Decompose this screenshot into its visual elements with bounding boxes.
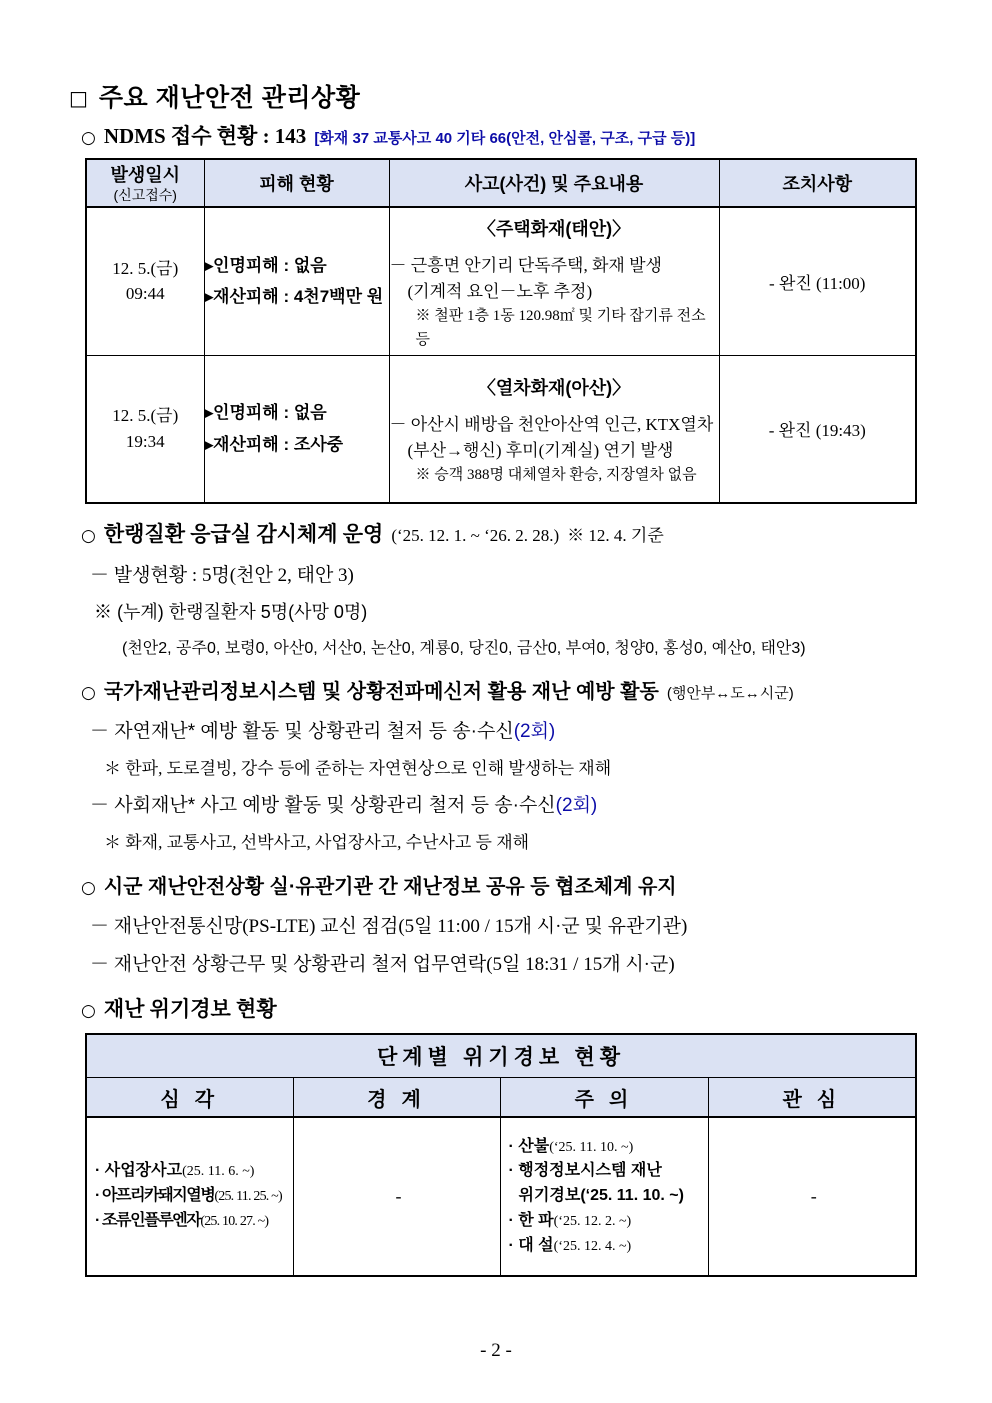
ndms-heading [81,120,932,150]
circle-bullet-icon: ○ [81,526,96,546]
caution-item-name: · 산불 [508,1137,550,1155]
caution-level-cell [500,1117,708,1276]
ndms-other-count: 66 [489,130,507,147]
list-item [509,1159,704,1184]
column-header-action: 조치사항 [719,159,916,207]
circle-bullet-icon: ○ [81,878,96,898]
column-header-datetime-sub: (신고접수) [113,187,177,203]
list-item [509,1234,704,1259]
property-damage: ▸재산피해 : 4천7백만 원 [204,287,384,307]
natural-disaster-footnote: ＊ 한파, 도로결빙, 강수 등에 준하는 자연현상으로 인해 발생하는 재해 [104,759,612,778]
incident-datetime-cell [86,355,204,503]
ndms-system-note: (행안부↔도↔시군) [666,685,794,702]
crisis-alert-heading-text: 재난 위기경보 현황 [103,997,277,1021]
circle-bullet-icon: ○ [81,128,96,148]
column-header-damage: 피해 현황 [204,159,389,207]
cold-illness-occurrence: － 발생현황 : 5명(천안 2, 태안 3) [90,565,354,586]
severe-item-date: (25. 10. 27. ~) [200,1213,269,1229]
cooperation-line-1: － 재난안전통신망(PS-LTE) 교신 점검(5일 11:00 / 15개 시·군 및 유관기관) [90,916,688,937]
cold-illness-heading-text: 한랭질환 응급실 감시체계 운영 [103,522,384,546]
circle-bullet-icon: ○ [81,683,96,703]
list-item [509,1209,704,1234]
property-damage: ▸재산피해 : 조사중 [204,434,344,454]
column-header-caution: 주 의 [500,1078,708,1118]
caution-item-name: · 한 파 [508,1211,554,1229]
incident-detail-line-2: (부산→행신) 후미(기계실) 연기 발생 [407,441,674,461]
crisis-alert-table-title: 단계별 위기경보 현황 [86,1034,916,1078]
table-row [86,355,916,503]
incident-date: 12. 5.(금) [112,406,179,426]
casualty-damage: ▸인명피해 : 없음 [204,403,327,423]
severe-level-cell [86,1117,293,1276]
crisis-alert-table [85,1033,917,1277]
crisis-alert-header-row [86,1078,916,1118]
caution-item-date: (‘25. 12. 2. ~) [553,1213,632,1229]
column-header-datetime [86,159,204,207]
severe-item-name: · 아프리카돼지열병 [95,1187,215,1205]
crisis-alert-data-row [86,1117,916,1276]
caution-item-date: (‘25. 12. 4. ~) [553,1238,632,1254]
incident-datetime-cell [86,207,204,355]
caution-item-date: (‘25. 11. 10. ~) [549,1139,634,1155]
list-item [95,1184,289,1209]
cold-illness-note: ※ 12. 4. 기준 [567,526,664,545]
page-number: - 2 - [480,1340,512,1361]
circle-bullet-icon: ○ [81,1001,96,1021]
social-disaster-count: (2회) [555,795,598,816]
incident-time: 19:34 [125,431,165,451]
ndms-other-label: 기타 [452,130,490,147]
incident-date: 12. 5.(금) [112,258,179,278]
list-item [95,1209,289,1234]
cooperation-heading [81,870,932,899]
caution-item-name: · 대 설 [508,1236,554,1254]
incident-time: 09:44 [125,284,165,304]
incident-damage-cell [204,207,389,355]
incident-action-cell: - 완진 (11:00) [719,207,916,355]
social-disaster-text: － 사회재난* 사고 예방 활동 및 상황관리 철저 등 송·수신 [90,795,556,816]
incident-title: 〈주택화재(태안)〉 [477,218,631,239]
ndms-traffic-label: 교통사고 [369,130,436,147]
severe-item-date: (25. 11. 25. ~) [214,1189,282,1205]
page-footer [0,1340,992,1362]
severe-item-date: (25. 11. 6. ~) [182,1164,255,1180]
column-header-warning: 경 계 [293,1078,500,1118]
incident-table-header-row [86,159,916,207]
caution-item-name: · 행정정보시스템 재난 [508,1162,662,1180]
cooperation-heading-text: 시군 재난안전상황 실·유관기관 간 재난정보 공유 등 협조체계 유지 [103,876,677,898]
cold-illness-period: (‘25. 12. 1. ~ ‘26. 2. 28.) [391,526,560,545]
warning-level-cell: - [293,1117,500,1276]
incident-detail-line-2: (기계적 요인－노후 추정) [407,282,593,301]
severe-item-name: · 조류인플루엔자 [95,1211,201,1229]
list-item [95,1159,289,1184]
cold-illness-heading [81,518,932,548]
natural-disaster-text: － 자연재난* 예방 활동 및 상황관리 철저 등 송·수신 [90,721,514,742]
column-header-datetime-main: 발생일시 [110,165,181,185]
ndms-breakdown-open: [화재 [314,130,353,147]
crisis-alert-heading [81,993,932,1023]
square-bullet-icon: □ [69,86,88,110]
section-title [69,78,932,114]
incident-detail-cell [389,207,719,355]
ndms-breakdown [314,127,695,148]
column-header-detail: 사고(사건) 및 주요내용 [389,159,719,207]
incident-title: 〈열차화재(아산)〉 [477,377,631,398]
ndms-traffic-count: 40 [435,130,453,147]
ndms-system-heading-text: 국가재난관리정보시스템 및 상황전파메신저 활용 재난 예방 활동 [103,681,659,703]
crisis-alert-title-row [86,1034,916,1078]
interest-level-cell: - [708,1117,916,1276]
incident-detail-line-1: － 아산시 배방읍 천안아산역 인근, KTX열차 [389,414,714,434]
incident-detail-line-1: － 근흥면 안기리 단독주택, 화재 발생 [389,255,662,275]
caution-item-name-cont: 위기경보(‘25. 11. 10. ~) [518,1187,684,1205]
ndms-other-detail: (안전, 안심콜, 구조, 구급 등)] [506,130,696,147]
casualty-damage: ▸인명피해 : 없음 [204,255,327,275]
column-header-severe: 심 각 [86,1078,293,1118]
column-header-interest: 관 심 [708,1078,916,1118]
table-row [86,207,916,355]
natural-disaster-item [90,716,932,743]
cooperation-line-2: － 재난안전 상황근무 및 상황관리 철저 업무연락(5일 18:31 / 15개 시·군) [90,954,675,975]
social-disaster-footnote: ＊ 화재, 교통사고, 선박사고, 사업장사고, 수난사고 등 재해 [104,833,530,852]
list-item [509,1135,704,1160]
severe-item-name: · 사업장사고 [95,1162,183,1180]
incident-damage-cell [204,355,389,503]
incident-detail-line-3: ※ 철판 1층 1동 120.98㎡ 및 기타 잡기류 전소 등 [415,308,706,348]
ndms-label: NDMS 접수 현황 : 143 [103,124,307,148]
cold-illness-by-region: (천안2, 공주0, 보령0, 아산0, 서산0, 논산0, 계룡0, 당진0, 금산0, 부여0, 청양0, 홍성0, 예산0, 태안3) [122,640,806,657]
incident-detail-line-3: ※ 승객 388명 대체열차 환승, 지장열차 없음 [415,467,697,484]
section-title-text: 주요 재난안전 관리상황 [98,84,361,112]
incident-table [85,158,917,504]
incident-detail-cell [389,355,719,503]
incident-action-cell: - 완진 (19:43) [719,355,916,503]
ndms-fire-count: 37 [352,130,370,147]
social-disaster-item [90,790,932,817]
natural-disaster-count: (2회) [513,721,556,742]
list-item-continued [509,1184,704,1209]
ndms-system-heading [81,675,932,704]
cold-illness-cumulative: ※ (누계) 한랭질환자 5명(사망 0명) [94,602,368,622]
